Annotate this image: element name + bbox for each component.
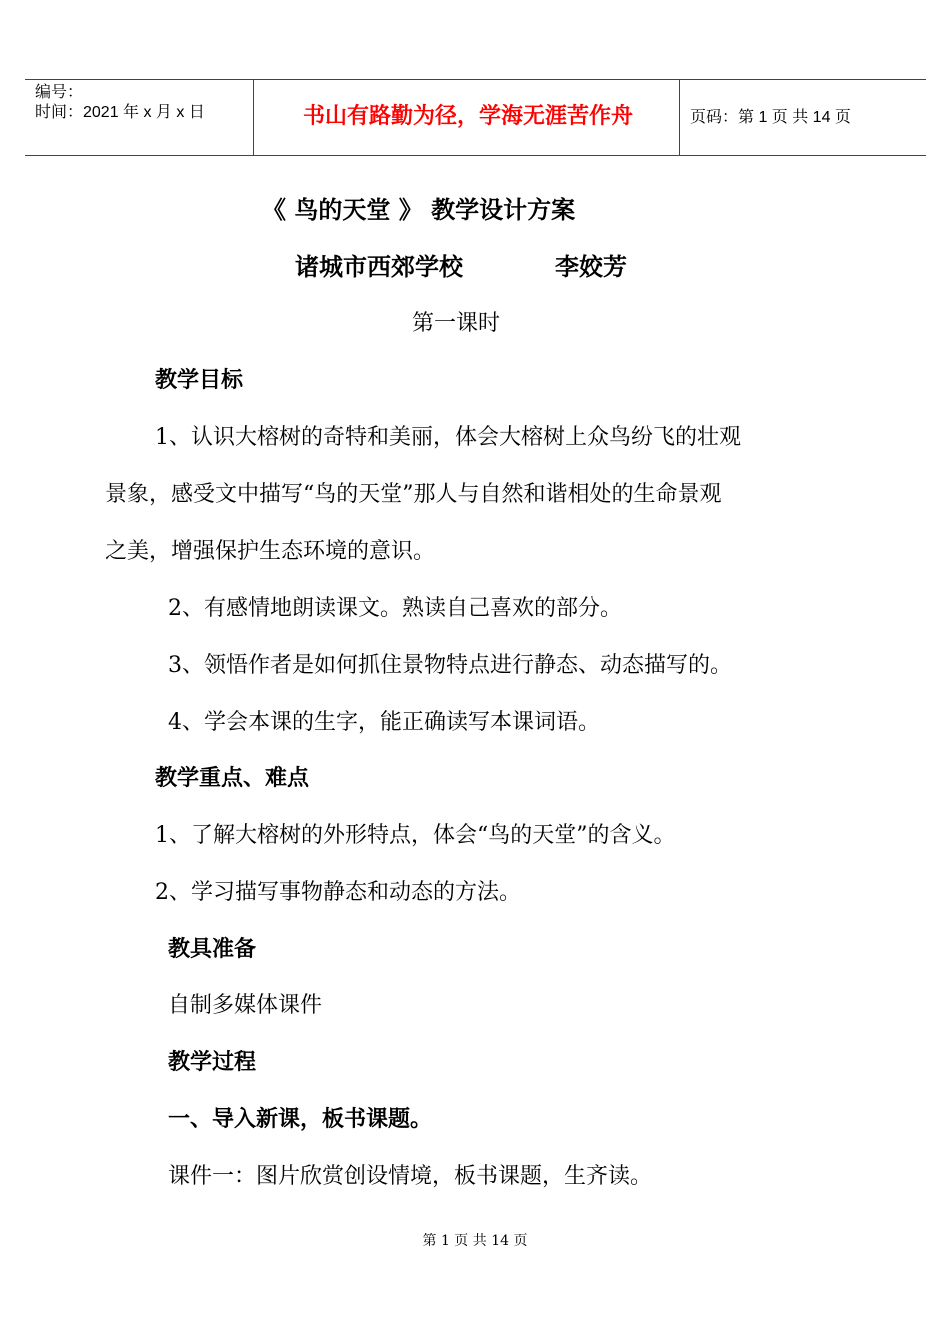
goal3: 3、领悟作者是如何抓住景物特点进行静态、动态描写的。 <box>168 653 732 678</box>
author-name: 李姣芳 <box>555 253 627 281</box>
key-point-1: 1、了解大榕树的外形特点，体会“鸟的天堂”的含义。 <box>155 823 676 848</box>
step1-text: 课件一：图片欣赏创设情境，板书课题，生齐读。 <box>168 1164 653 1189</box>
page-info: 页码：第 1 页 共 14 页 <box>690 109 851 126</box>
goal1-line1: 1、认识大榕树的奇特和美丽，体会大榕树上众鸟纷飞的壮观 <box>155 425 741 450</box>
key-points-heading: 教学重点、难点 <box>155 766 310 791</box>
header-divider-right <box>679 79 680 155</box>
goal4: 4、学会本课的生字，能正确读写本课词语。 <box>168 710 600 735</box>
goal2: 2、有感情地朗读课文。熟读自己喜欢的部分。 <box>168 596 622 621</box>
motto: 书山有路勤为径，学海无涯苦作舟 <box>302 104 633 129</box>
process-heading: 教学过程 <box>168 1050 257 1075</box>
lesson-label: 第一课时 <box>412 311 501 336</box>
header-bottom-rule <box>25 155 926 156</box>
school-name: 诸城市西郊学校 <box>295 253 463 281</box>
key-point-2: 2、学习描写事物静态和动态的方法。 <box>155 880 521 905</box>
page-footer: 第 1 页 共 14 页 <box>422 1233 528 1249</box>
tools-text: 自制多媒体课件 <box>168 993 323 1018</box>
document-title: 《 鸟的天堂 》 教学设计方案 <box>262 196 576 224</box>
header-divider-left <box>253 79 254 155</box>
serial-label: 编号： <box>35 84 84 101</box>
header-top-rule <box>25 79 926 80</box>
goal1-line2: 景象，感受文中描写“鸟的天堂”那人与自然和谐相处的生命景观 <box>105 482 722 507</box>
step1-heading: 一、导入新课，板书课题。 <box>168 1107 433 1132</box>
goal1-line3: 之美，增强保护生态环境的意识。 <box>105 539 436 564</box>
goals-heading: 教学目标 <box>155 368 244 393</box>
tools-heading: 教具准备 <box>168 937 257 962</box>
time-label: 时间：2021 年 x 月 x 日 <box>35 104 205 121</box>
